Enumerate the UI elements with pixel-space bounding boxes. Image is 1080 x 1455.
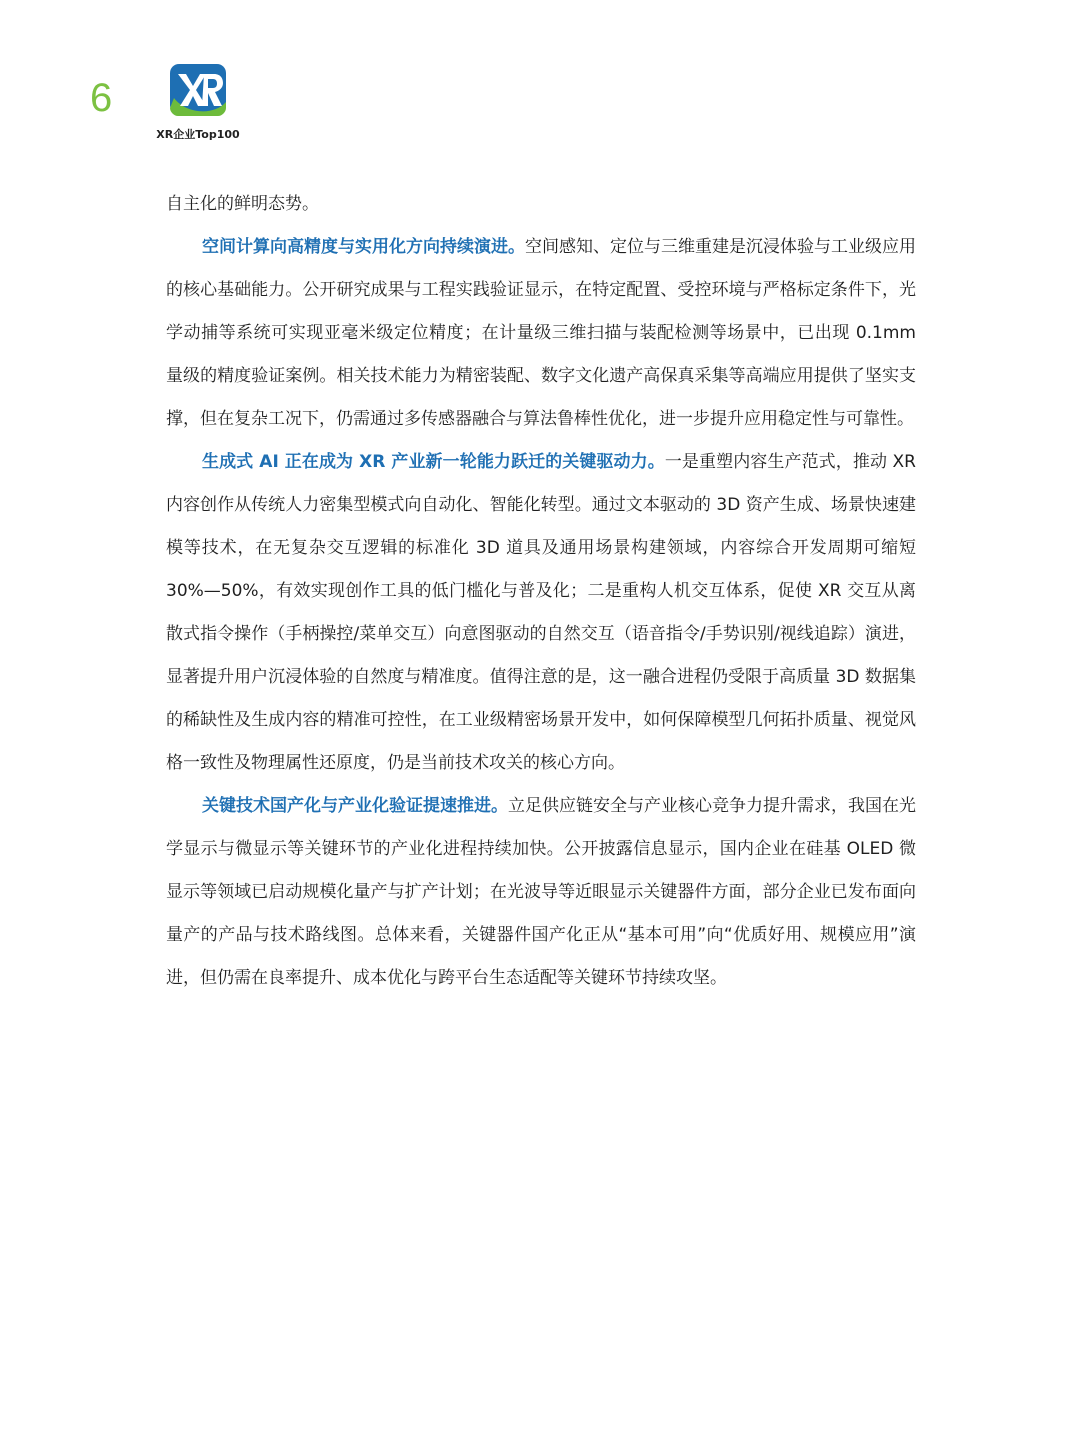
paragraph-text: 空间感知、定位与三维重建是沉浸体验与工业级应用的核心基础能力。公开研究成果与工程实践验证显示，在特定配置、受控环境与严格标定条件下，光学动捕等系统可实现亚毫米级定位精度；在计量级三维扫描与装配检测等场景中，已出现 0.1mm 量级的精度验证案例。相关技术能力为精密装配、数字文化遗产高保真采集等高端应用提供了坚实支撑，但在复杂工况下，仍需通过多传感器融合与算法鲁棒性优化，进一步提升应用稳定性与可靠性。 bbox=[166, 237, 916, 429]
logo-caption: XR企业Top100 bbox=[156, 128, 240, 141]
body-text bbox=[166, 183, 916, 1000]
paragraph-text: 自主化的鲜明态势。 bbox=[166, 194, 319, 214]
paragraph-lead: 生成式 AI 正在成为 XR 产业新一轮能力跃迁的关键驱动力。 bbox=[202, 452, 665, 472]
xr-top100-logo bbox=[150, 62, 246, 144]
xr-logo-icon bbox=[168, 62, 228, 118]
paragraph-text: 一是重塑内容生产范式，推动 XR 内容创作从传统人力密集型模式向自动化、智能化转型。通过文本驱动的 3D 资产生成、场景快速建模等技术，在无复杂交互逻辑的标准化 3D 道具及通用场景构建领域，内容综合开发周期可缩短 30%—50%，有效实现创作工具的低门槛化与普及化；二是重构人机交互体系，促使 XR 交互从离散式指令操作（手柄操控/菜单交互）向意图驱动的自然交互（语音指令/手势识别/视线追踪）演进，显著提升用户沉浸体验的自然度与精准度。值得注意的是，这一融合进程仍受限于高质量 3D 数据集的稀缺性及生成内容的精准可控性，在工业级精密场景开发中，如何保障模型几何拓扑质量、视觉风格一致性及物理属性还原度，仍是当前技术攻关的核心方向。 bbox=[166, 452, 916, 773]
paragraph-lead: 关键技术国产化与产业化验证提速推进。 bbox=[202, 796, 508, 816]
paragraph-lead: 空间计算向高精度与实用化方向持续演进。 bbox=[202, 237, 525, 257]
paragraph-continuation bbox=[166, 183, 916, 226]
page-number: 6 bbox=[90, 76, 113, 120]
paragraph-spatial-computing bbox=[166, 226, 916, 441]
paragraph-generative-ai bbox=[166, 441, 916, 785]
paragraph-text: 立足供应链安全与产业核心竞争力提升需求，我国在光学显示与微显示等关键环节的产业化进程持续加快。公开披露信息显示，国内企业在硅基 OLED 微显示等领域已启动规模化量产与扩产计划；在光波导等近眼显示关键器件方面，部分企业已发布面向量产的产品与技术路线图。总体来看，关键器件国产化正从“基本可用”向“优质好用、规模应用”演进，但仍需在良率提升、成本优化与跨平台生态适配等关键环节持续攻坚。 bbox=[166, 796, 916, 988]
paragraph-localization bbox=[166, 785, 916, 1000]
